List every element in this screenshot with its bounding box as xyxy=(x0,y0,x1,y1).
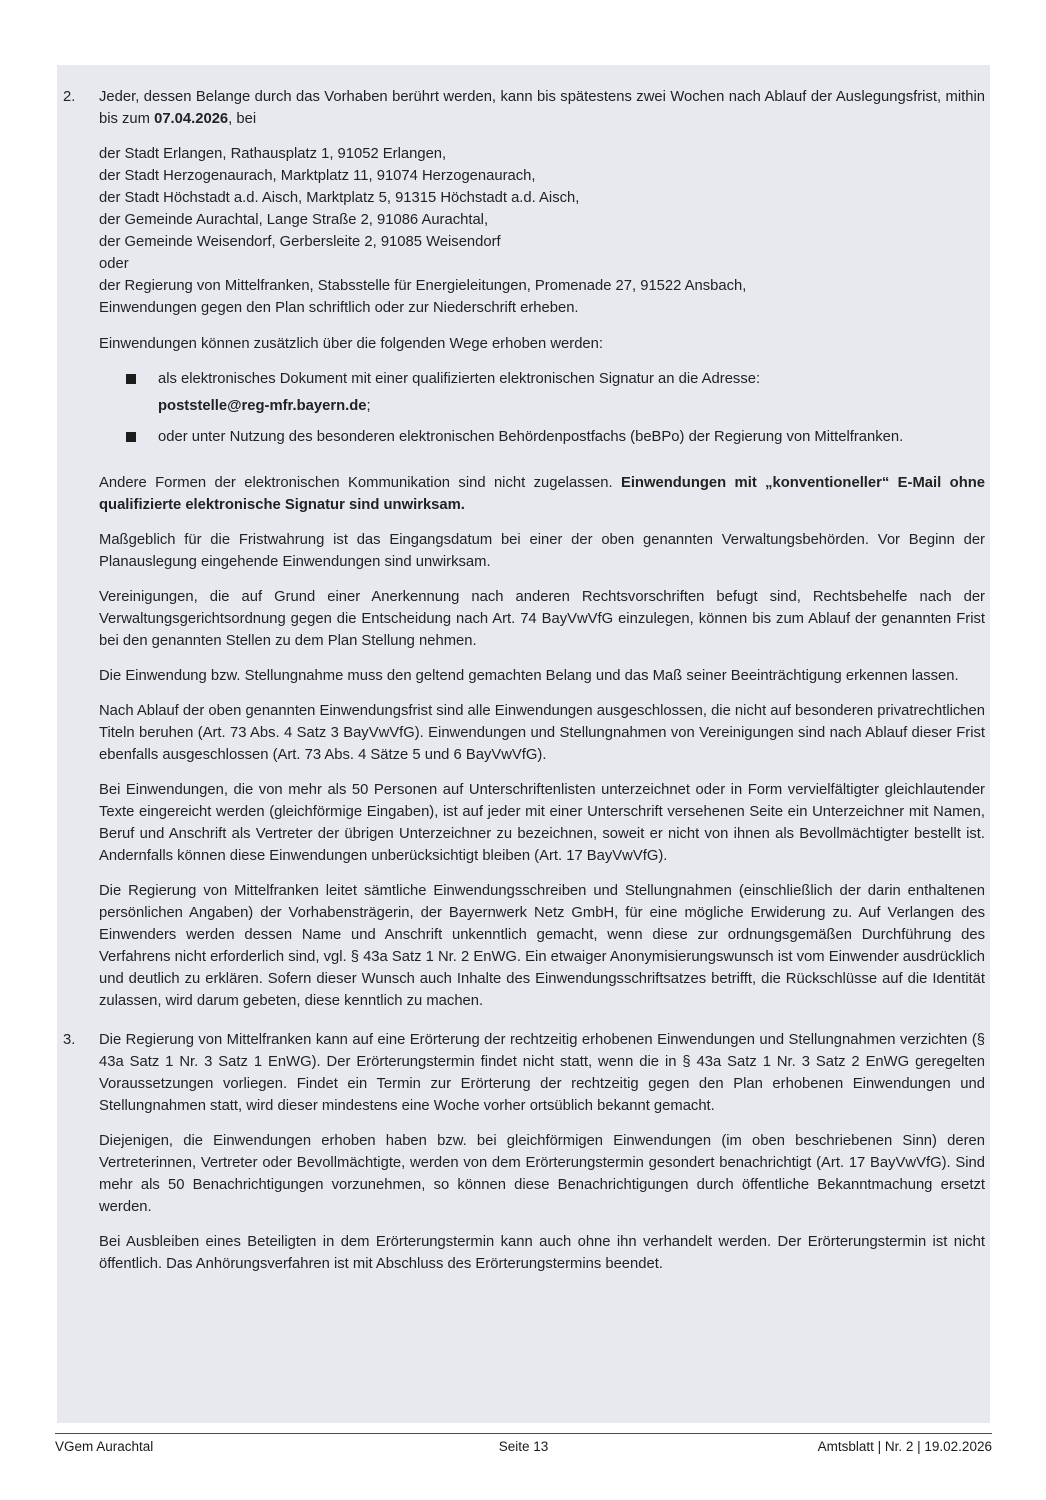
bullet-paragraph xyxy=(158,426,985,448)
paragraph xyxy=(99,779,985,867)
bullet-item xyxy=(99,368,985,417)
paragraph xyxy=(99,880,985,1012)
bullet-paragraph xyxy=(158,395,985,417)
text-run: , bei xyxy=(228,111,257,127)
content-panel xyxy=(57,65,990,1423)
text-run: Vereinigungen, die auf Grund einer Anerkennung nach anderen Rechtsvorschriften befugt sind, Rechtsbehelfe nach der Verwaltungsgerichtsordnung gegen die Entscheidung nach Art. 74 BayVwVfG einzulegen, können bis zum Ablauf der genannten Frist bei den genannten Stellen zu dem Plan Stellung nehmen. xyxy=(99,589,985,649)
address-line: der Stadt Erlangen, Rathausplatz 1, 91052 Erlangen, xyxy=(99,146,447,162)
address-line: oder xyxy=(99,256,129,272)
address-line: Einwendungen gegen den Plan schriftlich oder zur Niederschrift erheben. xyxy=(99,300,579,316)
bullet-content xyxy=(158,426,985,448)
document-items xyxy=(63,86,985,1288)
text-run: oder unter Nutzung des besonderen elektronischen Behördenpostfachs (beBPo) der Regierung von Mittelfranken. xyxy=(158,429,904,445)
numbered-item xyxy=(63,1029,985,1288)
bullet-square-icon xyxy=(126,374,136,384)
address-block xyxy=(99,143,985,319)
bullet-content xyxy=(158,368,985,417)
footer-publisher: VGem Aurachtal xyxy=(55,1439,154,1454)
item-body xyxy=(99,1029,985,1288)
text-run: Bei Einwendungen, die von mehr als 50 Personen auf Unterschriftenlisten unterzeichnet oder in Form vervielfältigter gleichlautender Texte eingereicht werden (gleichförmige Eingaben), ist auf jeder mit einer Unterschrift versehenen Seite ein Unterzeichner mit Namen, Beruf und Anschrift als Vertreter der übrigen Unterzeichner zu bezeichnen, soweit er nicht von ihnen als Bevollmächtigter bestellt ist. Andernfalls können diese Einwendungen unberücksichtigt bleiben (Art. 17 BayVwVfG). xyxy=(99,782,985,864)
text-run: Diejenigen, die Einwendungen erhoben haben bzw. bei gleichförmigen Einwendungen (im oben beschriebenen Sinn) deren Vertreterinnen, Vertreter oder Bevollmächtigte, werden von dem Erörterungstermin gesondert benachrichtigt (Art. 17 BayVwVfG). Sind mehr als 50 Benachrichtigungen vorzunehmen, so können diese Benachrichtigungen durch öffentliche Bekanntmachung ersetzt werden. xyxy=(99,1133,985,1215)
paragraph xyxy=(99,700,985,766)
text-run: Einwendungen können zusätzlich über die folgenden Wege erhoben werden: xyxy=(99,336,604,352)
text-run: Nach Ablauf der oben genannten Einwendungsfrist sind alle Einwendungen ausgeschlossen, die nicht auf besonderen privatrechtlichen Titeln beruhen (Art. 73 Abs. 4 Satz 3 BayVwVfG). Einwendungen und Stellungnahmen von Vereinigungen sind nach Ablauf dieser Frist ebenfalls ausgeschlossen (Art. 73 Abs. 4 Sätze 5 und 6 BayVwVfG). xyxy=(99,703,985,763)
text-run: Die Regierung von Mittelfranken leitet sämtliche Einwendungsschreiben und Stellungnahmen (einschließlich der darin enthaltenen persönlichen Angaben) der Vorhabensträgerin, der Bayernwerk Netz GmbH, für eine mögliche Erwiderung zu. Auf Verlangen des Einwenders werden dessen Name und Anschrift unkenntlich gemacht, wenn diese zur ordnungsgemäßen Durchführung des Verfahrens nicht erforderlich sind, vgl. § 43a Satz 1 Nr. 2 EnWG. Ein etwaiger Anonymisierungswunsch ist vom Einwender ausdrücklich und deutlich zu erklären. Sofern dieser Wunsch auch Inhalte des Einwendungsschriftsatzes betrifft, die Rückschlüsse auf die Identität zulassen, wird darum gebeten, diese kenntlich zu machen. xyxy=(99,883,985,1009)
bold-text-run: poststelle@reg-mfr.bayern.de xyxy=(158,398,367,414)
paragraph xyxy=(99,1029,985,1117)
address-line: der Regierung von Mittelfranken, Stabsstelle für Energieleitungen, Promenade 27, 91522 Ansbach, xyxy=(99,278,747,294)
numbered-item xyxy=(63,86,985,1025)
address-line: der Gemeinde Aurachtal, Lange Straße 2, 91086 Aurachtal, xyxy=(99,212,489,228)
footer-issue-info: Amtsblatt | Nr. 2 | 19.02.2026 xyxy=(817,1439,992,1454)
text-run: Die Regierung von Mittelfranken kann auf eine Erörterung der rechtzeitig erhobenen Einwendungen und Stellungnahmen verzichten (§ 43a Satz 1 Nr. 3 Satz 1 EnWG). Der Erörterungstermin findet nicht statt, wenn die in § 43a Satz 1 Nr. 3 Satz 2 EnWG geregelten Voraussetzungen vorliegen. Findet ein Termin zur Erörterung der rechtzeitig gegen den Plan erhobenen Einwendungen und Stellungnahmen statt, wird dieser mindestens eine Woche vorher ortsüblich bekannt gemacht. xyxy=(99,1032,985,1114)
address-line: der Stadt Herzogenaurach, Marktplatz 11, 91074 Herzogenaurach, xyxy=(99,168,536,184)
text-run: Die Einwendung bzw. Stellungnahme muss den geltend gemachten Belang und das Maß seiner Beeinträchtigung erkennen lassen. xyxy=(99,668,959,684)
bullet-paragraph xyxy=(158,368,985,390)
item-number: 2. xyxy=(63,89,76,105)
bold-text-run: Einwendungen mit „konventioneller“ E-Mail ohne qualifizierte elektronische Signatur sind unwirksam. xyxy=(99,475,985,513)
text-run: ; xyxy=(366,398,371,414)
text-run: Bei Ausbleiben eines Beteiligten in dem Erörterungstermin kann auch ohne ihn verhandelt werden. Der Erörterungstermin ist nicht öffentlich. Das Anhörungsverfahren ist mit Abschluss des Erörterungstermins beendet. xyxy=(99,1234,985,1272)
paragraph xyxy=(99,86,985,130)
paragraph xyxy=(99,529,985,573)
paragraph xyxy=(99,1231,985,1275)
paragraph xyxy=(99,333,985,355)
text-run: Maßgeblich für die Fristwahrung ist das Eingangsdatum bei einer der oben genannten Verwaltungsbehörden. Vor Beginn der Planauslegung eingehende Einwendungen sind unwirksam. xyxy=(99,532,985,570)
item-body xyxy=(99,86,985,1025)
address-line: der Gemeinde Weisendorf, Gerbersleite 2, 91085 Weisendorf xyxy=(99,234,501,250)
address-line: der Stadt Höchstadt a.d. Aisch, Marktplatz 5, 91315 Höchstadt a.d. Aisch, xyxy=(99,190,580,206)
paragraph xyxy=(99,586,985,652)
paragraph xyxy=(99,472,985,516)
bullet-square-icon xyxy=(126,432,136,442)
item-number: 3. xyxy=(63,1032,76,1048)
page-footer xyxy=(55,1433,992,1455)
footer-page-number: Seite 13 xyxy=(498,1439,549,1454)
paragraph xyxy=(99,1130,985,1218)
paragraph xyxy=(99,665,985,687)
text-run: Andere Formen der elektronischen Kommunikation sind nicht zugelassen. xyxy=(99,475,621,491)
bullet-item xyxy=(99,426,985,448)
text-run: als elektronisches Dokument mit einer qualifizierten elektronischen Signatur an die Adresse: xyxy=(158,371,761,387)
text-run: Jeder, dessen Belange durch das Vorhaben berührt werden, kann bis spätestens zwei Wochen nach Ablauf der Auslegungsfrist, mithin bis zum xyxy=(99,89,985,127)
bold-text-run: 07.04.2026 xyxy=(154,111,229,127)
